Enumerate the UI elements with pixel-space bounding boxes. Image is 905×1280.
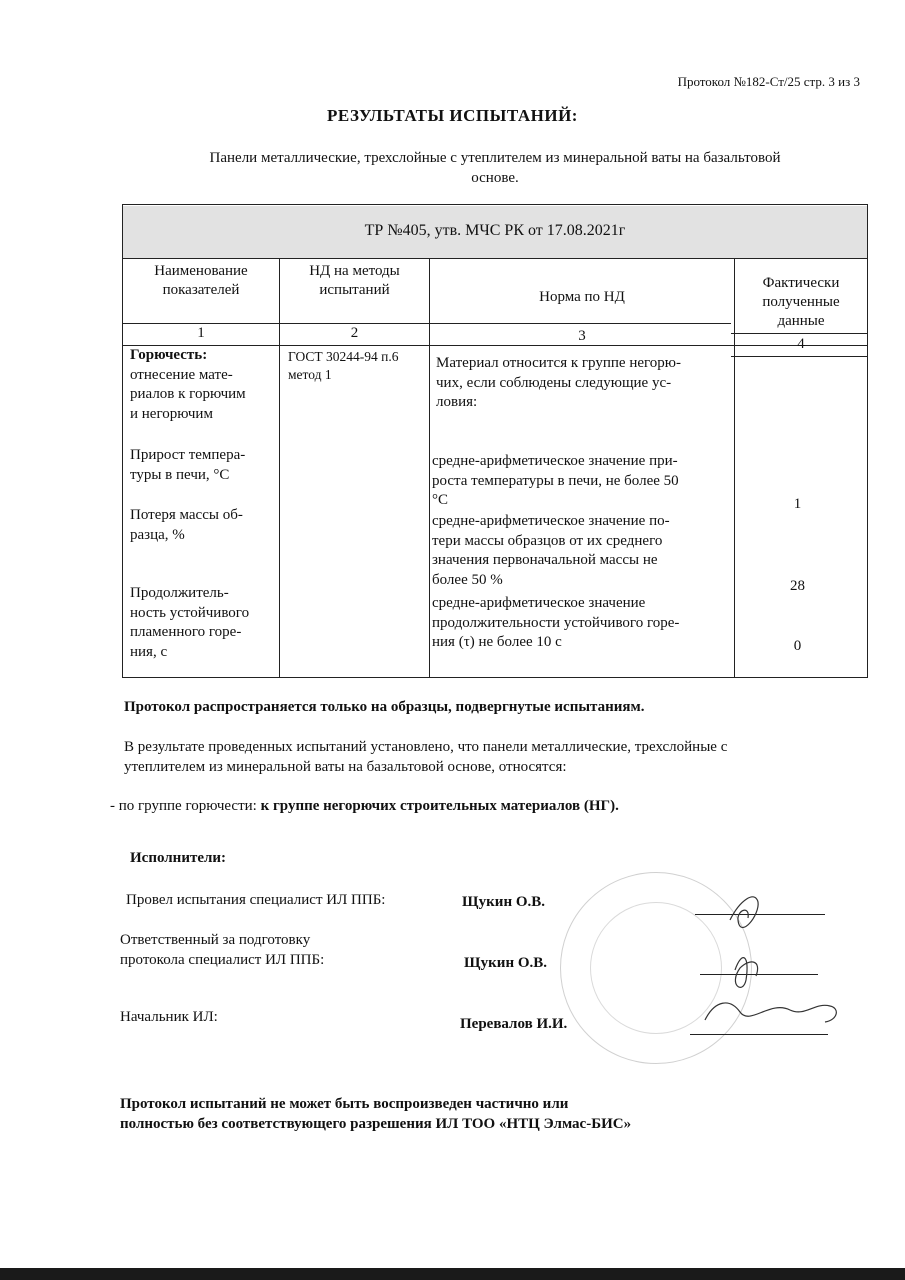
norm-temperature [432, 452, 732, 511]
indicator-title: Горючесть: [130, 347, 208, 363]
method-line: метод 1 [288, 367, 332, 382]
indicator-line: ность устойчивого [130, 604, 250, 621]
indicator-line: Продолжитель- [130, 585, 229, 601]
column-header-result [735, 274, 867, 331]
indicator-temperature-rise [130, 446, 278, 485]
column-number: 2 [350, 325, 359, 341]
norm-line: роста температуры в печи, не более 50 [432, 472, 679, 489]
header-line: испытаний [319, 282, 390, 298]
norm-line: ния (τ) не более 10 с [432, 634, 562, 650]
norm-line: значения первоначальной массы не [432, 552, 658, 568]
executor-name: Щукин О.В. [462, 894, 546, 910]
indicator-line: ния, с [130, 643, 168, 660]
norm-line: более 50 % [432, 571, 503, 588]
reproduction-notice-line: Протокол испытаний не может быть воспроизведен частично или [120, 1096, 569, 1112]
header-line: показателей [162, 282, 240, 298]
test-method [288, 348, 428, 384]
reproduction-notice-line: полностью без соответствующего разрешения ИЛ ТОО «НТЦ Элмас-БИС» [120, 1116, 632, 1132]
indicator-line: разца, % [130, 526, 185, 543]
indicator-flame-duration [130, 584, 278, 662]
page-title: РЕЗУЛЬТАТЫ ИСПЫТАНИЙ: [327, 106, 578, 125]
indicator-line: и негорючим [130, 405, 213, 422]
header-line: данные [777, 313, 825, 329]
executor-name: Щукин О.В. [464, 955, 548, 971]
executor-role [120, 930, 324, 970]
indicator-line: Потеря массы об- [130, 507, 243, 523]
table-rule [731, 333, 867, 334]
header-line: Фактически [762, 275, 840, 291]
executor-role: Начальник ИЛ: [120, 1009, 218, 1025]
indicator-line: Прирост темпера- [130, 447, 246, 463]
norm-line: средне-арифметическое значение [432, 595, 646, 611]
norm-flame-duration [432, 594, 732, 653]
result-mass-loss: 28 [790, 578, 805, 594]
norm-line: °С [432, 492, 449, 508]
scan-edge [0, 1268, 905, 1280]
norm-line: тери массы образцов от их среднего [432, 532, 663, 549]
column-header-method [280, 262, 429, 300]
table-rule [123, 323, 731, 324]
product-description-line: Панели металлические, трехслойные с утеплителем из минеральной ваты на базальтовой [209, 150, 781, 166]
indicator-line: туры в печи, °С [130, 466, 230, 483]
protocol-page-reference: Протокол №182-Ст/25 стр. 3 из 3 [677, 74, 860, 89]
table-column-divider [429, 258, 430, 678]
column-number: 3 [578, 328, 586, 344]
flammability-group-label: - по группе горючести: [110, 798, 261, 814]
column-number: 4 [797, 336, 805, 352]
product-description-line: основе. [471, 170, 519, 186]
norm-line: средне-арифметическое значение при- [432, 453, 678, 469]
result-flame-duration: 0 [793, 638, 802, 654]
table-column-divider [279, 258, 280, 678]
result-temperature-rise: 1 [793, 496, 802, 512]
indicator-mass-loss [130, 506, 278, 545]
header-line: Наименование [154, 263, 248, 279]
flammability-group-value: к группе негорючих строительных материалов (НГ). [260, 798, 619, 814]
norm-line: чих, если соблюдены следующие ус- [436, 374, 672, 391]
indicator-line: риалов к горючим [130, 386, 246, 402]
scope-notice: Протокол распространяется только на образцы, подвергнутые испытаниям. [124, 699, 645, 715]
method-line: ГОСТ 30244-94 п.6 [288, 349, 399, 364]
indicator-line: отнесение мате- [130, 366, 233, 383]
conclusion-line: утеплителем из минеральной ваты на базальтовой основе, относятся: [124, 759, 567, 775]
indicator-flammability [130, 346, 278, 424]
table-rule [123, 258, 867, 259]
reproduction-notice [120, 1094, 860, 1134]
handwritten-signatures [680, 880, 860, 1050]
header-line: полученные [762, 294, 840, 310]
table-rule [731, 356, 867, 357]
executor-role-line: Ответственный за подготовку [120, 932, 311, 948]
executors-heading: Исполнители: [130, 850, 227, 866]
header-line: НД на методы [309, 263, 400, 279]
table-regulation-banner: ТР №405, утв. МЧС РК от 17.08.2021г [364, 222, 626, 239]
executor-name: Перевалов И.И. [460, 1016, 568, 1032]
norm-line: Материал относится к группе негорю- [436, 355, 681, 371]
column-number: 1 [197, 325, 205, 341]
executor-role-line: протокола специалист ИЛ ППБ: [120, 952, 325, 968]
indicator-line: пламенного горе- [130, 624, 242, 640]
conclusion-text [124, 737, 884, 777]
norm-line: средне-арифметическое значение по- [432, 513, 670, 529]
column-header-indicator [123, 262, 279, 300]
flammability-group [110, 796, 870, 816]
conclusion-line: В результате проведенных испытаний установлено, что панели металлические, трехслойные с [124, 739, 728, 755]
norm-line: продолжительности устойчивого горе- [432, 614, 680, 631]
executor-role: Провел испытания специалист ИЛ ППБ: [126, 892, 386, 908]
column-header-norm: Норма по НД [539, 289, 625, 305]
norm-mass-loss [432, 512, 732, 590]
norm-intro [436, 354, 732, 413]
product-description [150, 148, 840, 188]
norm-line: ловия: [436, 394, 478, 410]
